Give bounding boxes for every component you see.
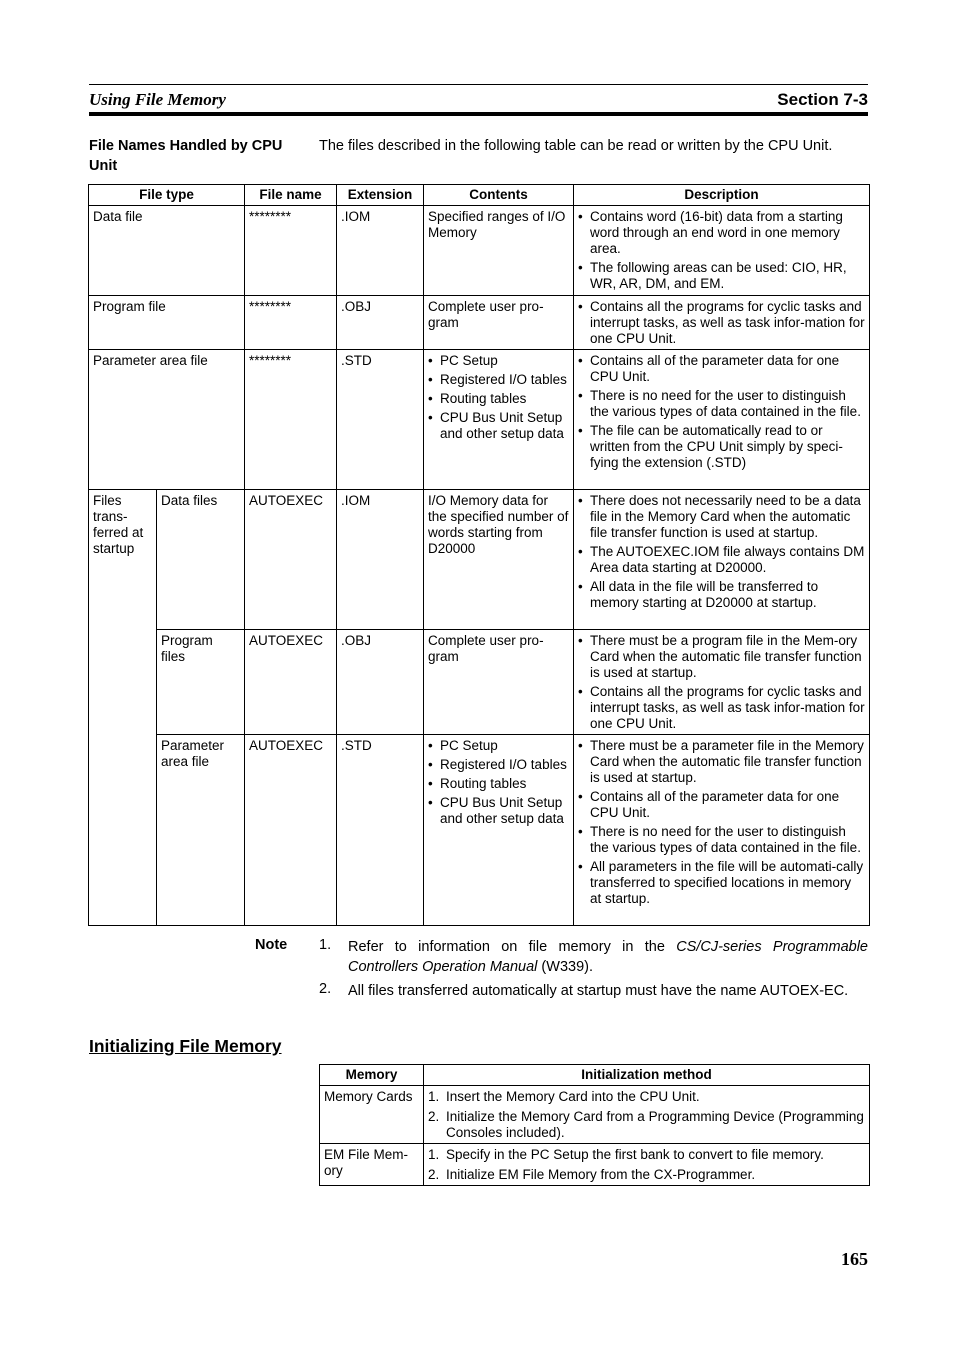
cell-description (574, 206, 870, 296)
cell-contents: I/O Memory data for the specified number of words starting from D20000 (424, 490, 574, 630)
col-header-description: Description (574, 185, 870, 206)
cell-description (574, 296, 870, 350)
list-item: 1. Insert the Memory Card into the CPU Unit. (428, 1089, 700, 1104)
col-header-extension: Extension (337, 185, 424, 206)
table-row (320, 1086, 870, 1144)
cell-file-name: AUTOEXEC (245, 735, 337, 926)
cell-file-type: Data files (157, 490, 245, 630)
list-item: • Registered I/O tables (428, 372, 569, 388)
list-item: 2. Initialize EM File Memory from the CX-Programmer. (428, 1167, 756, 1182)
list-item: 1. Specify in the PC Setup the first bank to convert to file memory. (428, 1147, 824, 1162)
note-text: All files transferred automatically at startup must have the name AUTOEX-EC. (348, 983, 849, 999)
init-heading: Initializing File Memory (89, 1036, 282, 1056)
table-row (320, 1144, 870, 1186)
section-label: Section 7-3 (777, 90, 868, 109)
cell-description (574, 350, 870, 490)
note-text: Refer to information on file memory in the CS/CJ-series Programmable Controllers Operation Manual (W339). (348, 939, 868, 975)
list-item: 2. Initialize the Memory Card from a Programming Device (Programming Consoles included). (428, 1109, 864, 1140)
cell-file-type: Parameter area file (89, 350, 245, 490)
table-row (89, 296, 870, 350)
list-item: • There must be a parameter file in the Memory Card when the automatic file transfer function is used at startup. (578, 738, 865, 786)
list-item: • The following areas can be used: CIO, HR, WR, AR, DM, and EM. (578, 260, 865, 292)
file-names-heading: File Names Handled by CPU Unit (89, 138, 283, 174)
list-item: • Contains all the programs for cyclic tasks and interrupt tasks, as well as task infor-mation for one CPU Unit. (578, 684, 865, 732)
page-number: 165 (841, 1249, 868, 1269)
cell-file-type: Program file (89, 296, 245, 350)
list-item: • PC Setup (428, 738, 569, 754)
cell-file-name: ******** (245, 206, 337, 296)
list-item: • Routing tables (428, 776, 569, 792)
list-item: • CPU Bus Unit Setup and other setup data (428, 795, 569, 827)
cell-init-method (424, 1144, 870, 1186)
list-item: • Registered I/O tables (428, 757, 569, 773)
init-table (319, 1064, 870, 1186)
file-types-table (88, 184, 870, 926)
cell-extension: .OBJ (337, 630, 424, 735)
cell-contents: Complete user pro-gram (424, 630, 574, 735)
list-item: • All parameters in the file will be automati-cally transferred to specified locations in memory at startup. (578, 859, 865, 907)
table-row (89, 630, 870, 735)
running-title: Using File Memory (89, 90, 226, 109)
list-item: • CPU Bus Unit Setup and other setup data (428, 410, 569, 442)
table-row (89, 206, 870, 296)
col-header-init-method: Initialization method (424, 1065, 870, 1086)
list-item: • The AUTOEXEC.IOM file always contains DM Area data starting at D20000. (578, 544, 865, 576)
list-item: • There does not necessarily need to be a data file in the Memory Card when the automatic file transfer function is used at startup. (578, 493, 865, 541)
cell-file-name: AUTOEXEC (245, 630, 337, 735)
list-item: • There must be a program file in the Mem-ory Card when the automatic file transfer function is used at startup. (578, 633, 865, 681)
cell-contents: Complete user pro-gram (424, 296, 574, 350)
cell-file-type: Program files (157, 630, 245, 735)
cell-extension: .STD (337, 350, 424, 490)
table-row (89, 735, 870, 926)
cell-extension: .IOM (337, 490, 424, 630)
cell-memory: EM File Mem-ory (320, 1144, 424, 1186)
cell-file-type: Parameter area file (157, 735, 245, 926)
list-item: • There is no need for the user to distinguish the various types of data contained in the file. (578, 824, 865, 856)
table-row (89, 350, 870, 490)
col-header-file-type: File type (89, 185, 245, 206)
cell-description (574, 735, 870, 926)
list-item: • There is no need for the user to distinguish the various types of data contained in the file. (578, 388, 865, 420)
col-header-memory: Memory (320, 1065, 424, 1086)
table-header-row (89, 185, 870, 206)
cell-contents (424, 350, 574, 490)
cell-startup-group: Files trans-ferred at startup (89, 490, 157, 926)
list-item: • Contains all the programs for cyclic tasks and interrupt tasks, as well as task infor-mation for one CPU Unit. (578, 299, 865, 347)
cell-file-name: ******** (245, 350, 337, 490)
list-item: • Contains word (16-bit) data from a starting word through an end word in one memory area. (578, 209, 865, 257)
col-header-contents: Contents (424, 185, 574, 206)
cell-file-name: ******** (245, 296, 337, 350)
file-names-intro: The files described in the following table can be read or written by the CPU Unit. (319, 138, 833, 154)
header-rule-bottom (89, 112, 868, 116)
list-item: • Contains all of the parameter data for one CPU Unit. (578, 353, 865, 385)
list-item: • PC Setup (428, 353, 569, 369)
cell-contents: Specified ranges of I/O Memory (424, 206, 574, 296)
list-item: • Routing tables (428, 391, 569, 407)
cell-extension: .OBJ (337, 296, 424, 350)
cell-extension: .STD (337, 735, 424, 926)
header-rule-top (89, 84, 868, 85)
list-item: • Contains all of the parameter data for one CPU Unit. (578, 789, 865, 821)
note-number: 1. (319, 937, 332, 953)
cell-extension: .IOM (337, 206, 424, 296)
cell-memory: Memory Cards (320, 1086, 424, 1144)
list-item: • All data in the file will be transferred to memory starting at D20000 at startup. (578, 579, 865, 611)
cell-file-type: Data file (89, 206, 245, 296)
cell-init-method (424, 1086, 870, 1144)
cell-contents (424, 735, 574, 926)
note-label: Note (255, 937, 288, 953)
table-header-row (320, 1065, 870, 1086)
col-header-file-name: File name (245, 185, 337, 206)
note-number: 2. (319, 981, 332, 997)
cell-description (574, 630, 870, 735)
table-row (89, 490, 870, 630)
cell-file-name: AUTOEXEC (245, 490, 337, 630)
cell-description (574, 490, 870, 630)
list-item: • The file can be automatically read to or written from the CPU Unit simply by speci-fying the extension (.STD) (578, 423, 865, 471)
